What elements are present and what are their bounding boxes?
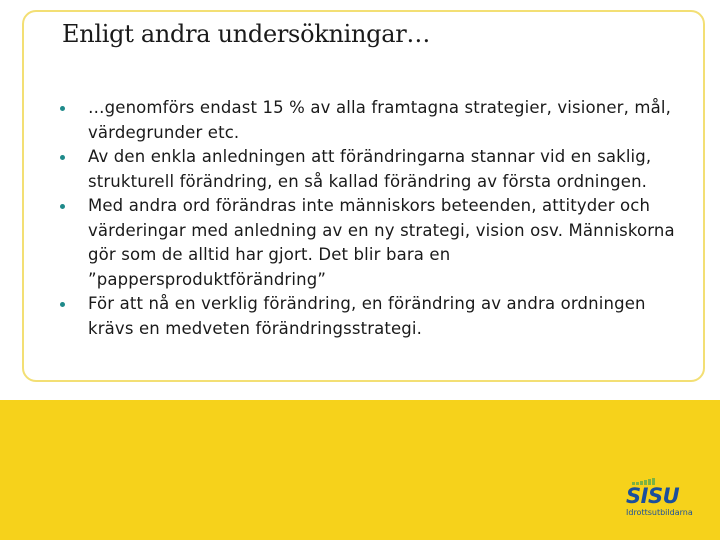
bullet-dot-icon xyxy=(60,155,65,160)
yellow-footer-band xyxy=(0,400,720,540)
logo-subtitle: Idrottsutbildarna xyxy=(626,508,693,517)
logo-wordmark: SISU xyxy=(626,484,680,508)
bullet-item xyxy=(60,96,680,145)
sisu-logo xyxy=(626,478,698,518)
bullet-text: För att nå en verklig förändring, en förändring av andra ordningen krävs en medveten förändringsstrategi. xyxy=(88,294,646,338)
bullet-item xyxy=(60,292,680,341)
bullet-list xyxy=(60,96,680,341)
bullet-dot-icon xyxy=(60,302,65,307)
bullet-item xyxy=(60,194,680,292)
bullet-item xyxy=(60,145,680,194)
bullet-text: …genomförs endast 15 % av alla framtagna strategier, visioner, mål, värdegrunder etc. xyxy=(88,98,671,142)
bullet-dot-icon xyxy=(60,204,65,209)
slide-title: Enligt andra undersökningar… xyxy=(62,20,431,48)
bullet-dot-icon xyxy=(60,106,65,111)
bullet-text: Av den enkla anledningen att förändringarna stannar vid en saklig, strukturell förändring, en så kallad förändring av första ordningen. xyxy=(88,147,652,191)
bullet-text: Med andra ord förändras inte människors beteenden, attityder och värderingar med anledning av en ny strategi, vision osv. Människorna gör som de alltid har gjort. Det blir bara en ”pappersproduktförändring” xyxy=(88,196,675,289)
